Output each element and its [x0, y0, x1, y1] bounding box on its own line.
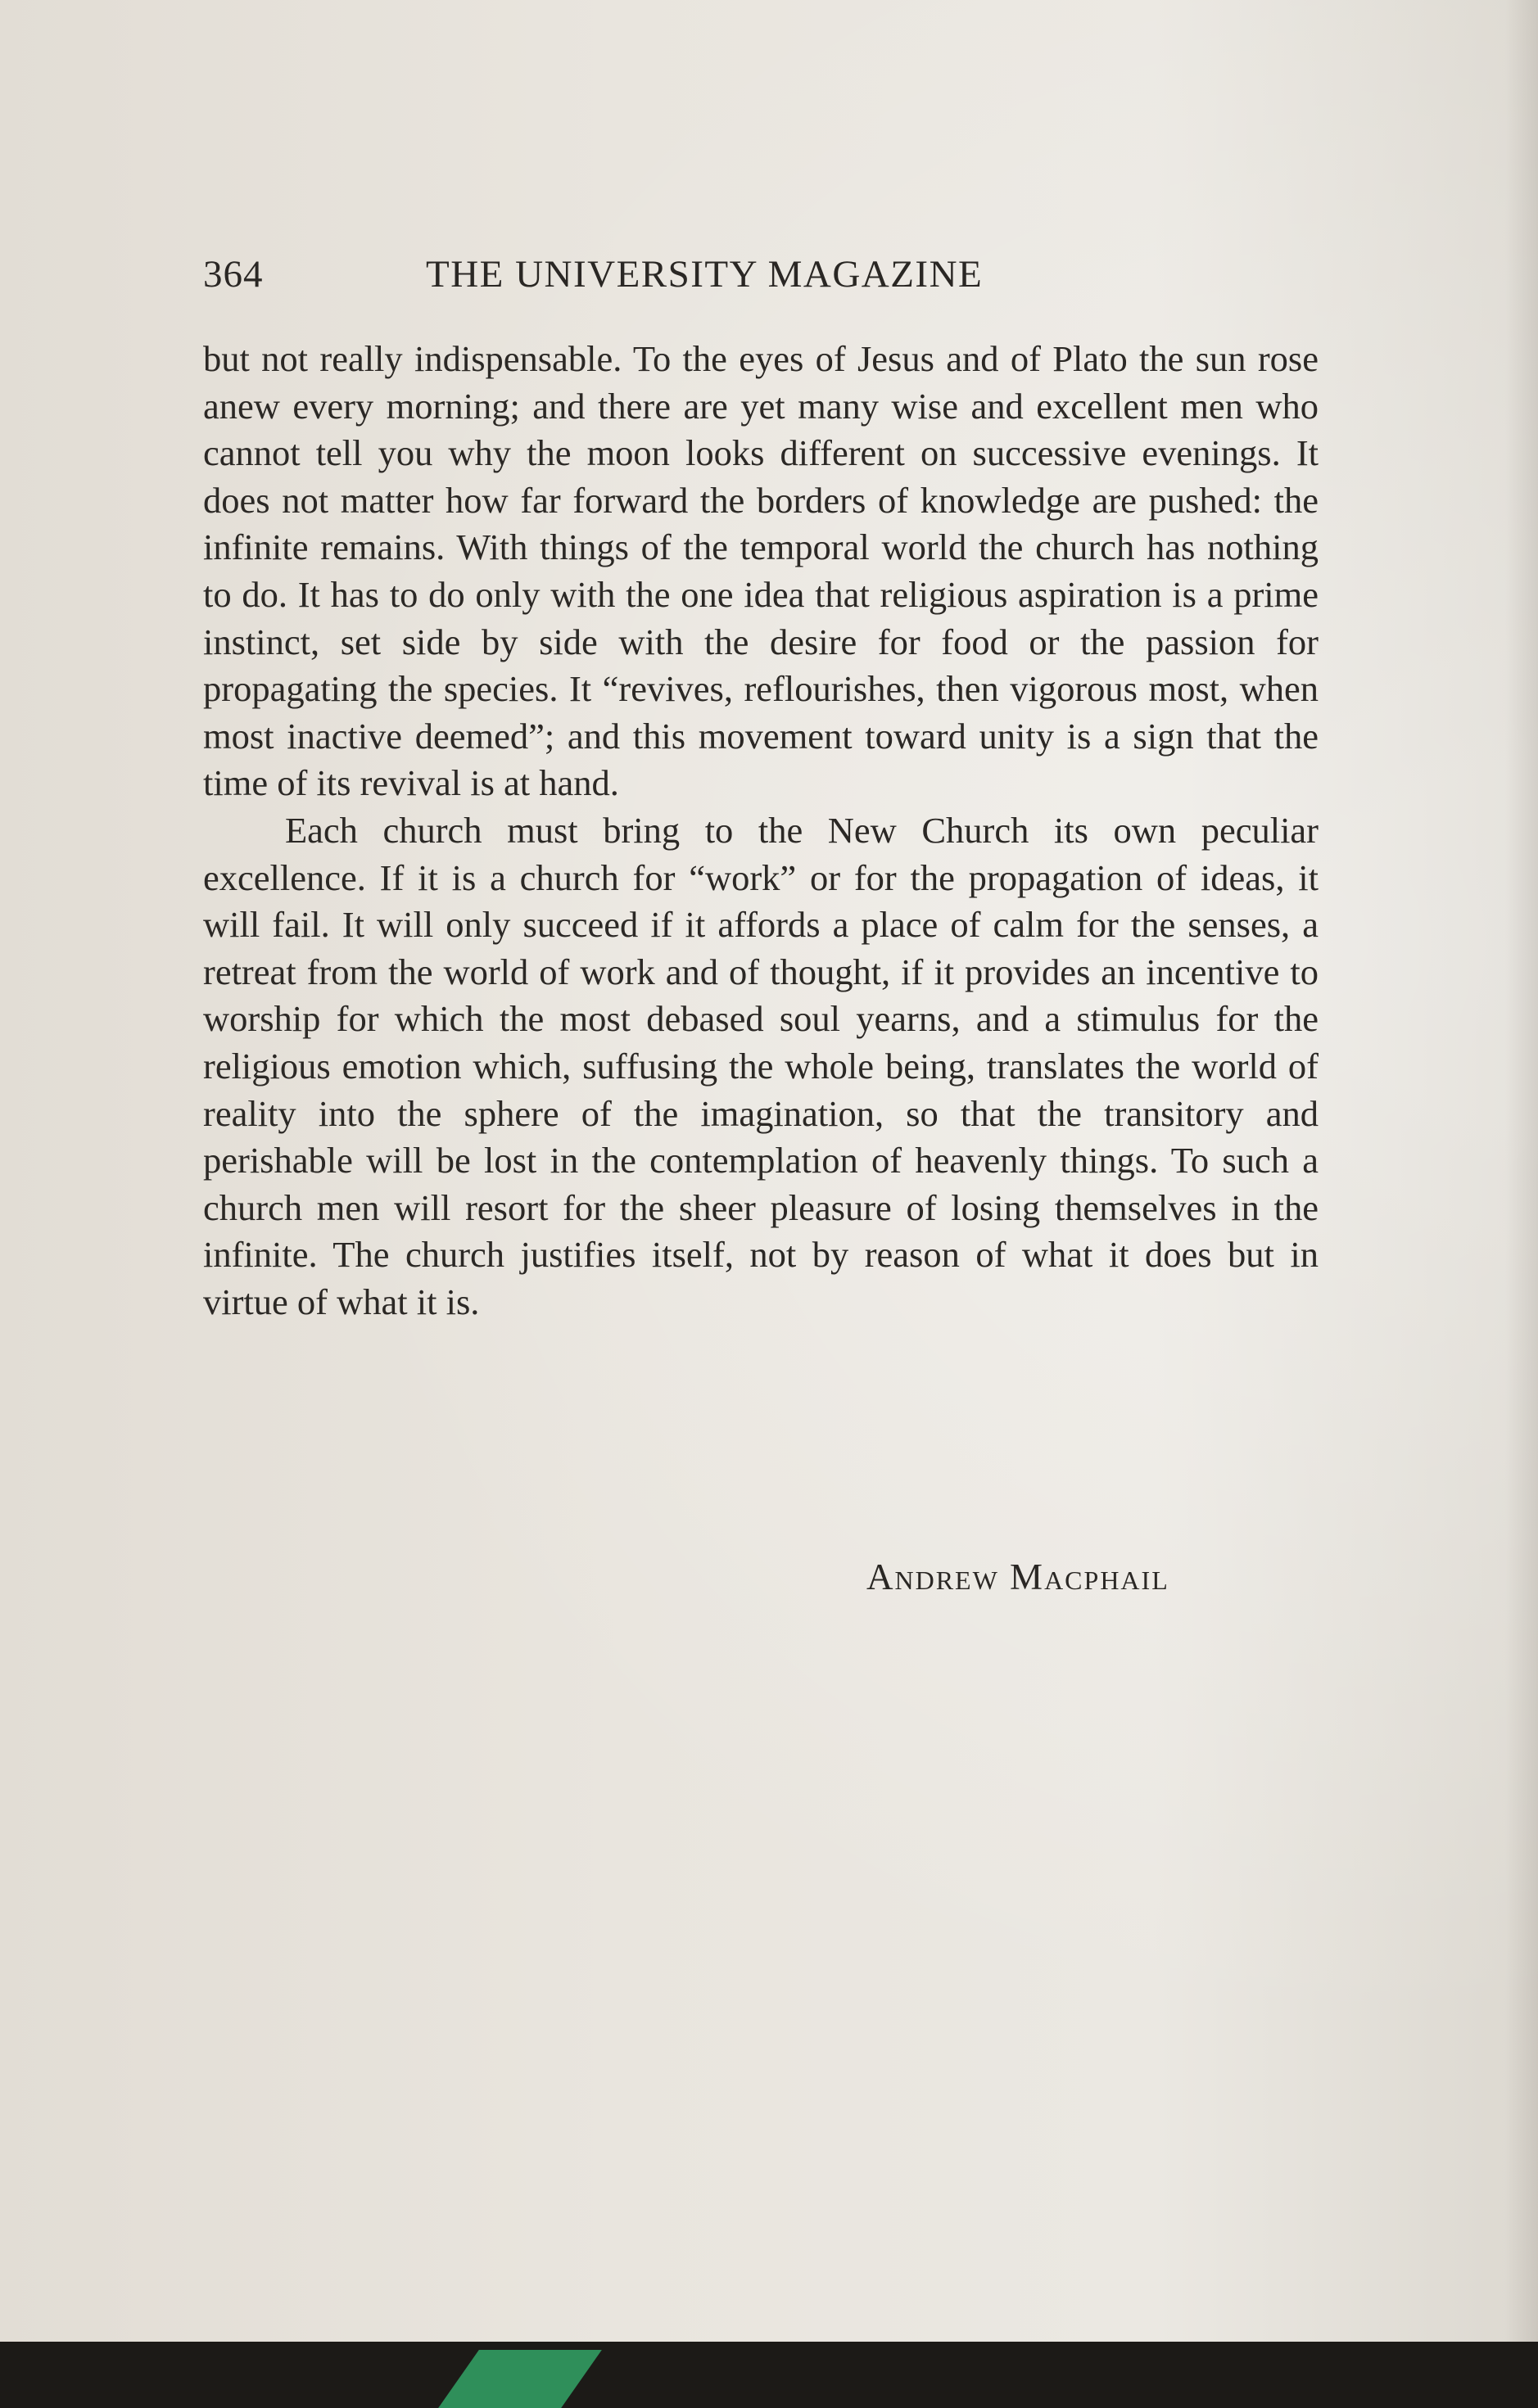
page-edge-shadow: [1505, 0, 1538, 2358]
running-head: [203, 252, 1088, 301]
page-number: 364: [203, 253, 264, 296]
author-signature: Andrew Macphail: [866, 1556, 1169, 1597]
paragraph-1: but not really indispensable. To the eyes of Jesus and of Plato the sun rose anew every morning; and there are yet many wise and excellent men who cannot tell you why the moon looks different on successive evenings. It does not matter how far forward the borders of knowledge are pushed: the infinite remains. With things of the temporal world the church has nothing to do. It has to do only with the one idea that religious aspiration is a prime instinct, set side by side with the desire for food or the passion for propagating the species. It “revives, reflourishes, then vigorous most, when most inactive deemed”; and this movement toward unity is a sign that the time of its revival is at hand.: [203, 338, 1319, 804]
article-body: [203, 336, 1319, 1326]
green-ribbon-mark: [438, 2350, 602, 2408]
paragraph-2: Each church must bring to the New Church its own peculiar excellence. If it is a church for “work” or for the propagation of ideas, it will fail. It will only succeed if it affords a place of calm for the senses, a retreat from the world of work and of thought, if it provides an incentive to worship for which the most debased soul yearns, and a stimulus for the religious emotion which, suffusing the whole being, translates the world of reality into the sphere of the imagination, so that the transitory and perishable will be lost in the contemplation of heavenly things. To such a church men will resort for the sheer pleasure of losing themselves in the infinite. The church justifies itself, not by reason of what it does but in virtue of what it is.: [203, 809, 1319, 1322]
book-bottom-edge: [0, 2342, 1538, 2408]
running-title: THE UNIVERSITY MAGAZINE: [426, 253, 984, 296]
